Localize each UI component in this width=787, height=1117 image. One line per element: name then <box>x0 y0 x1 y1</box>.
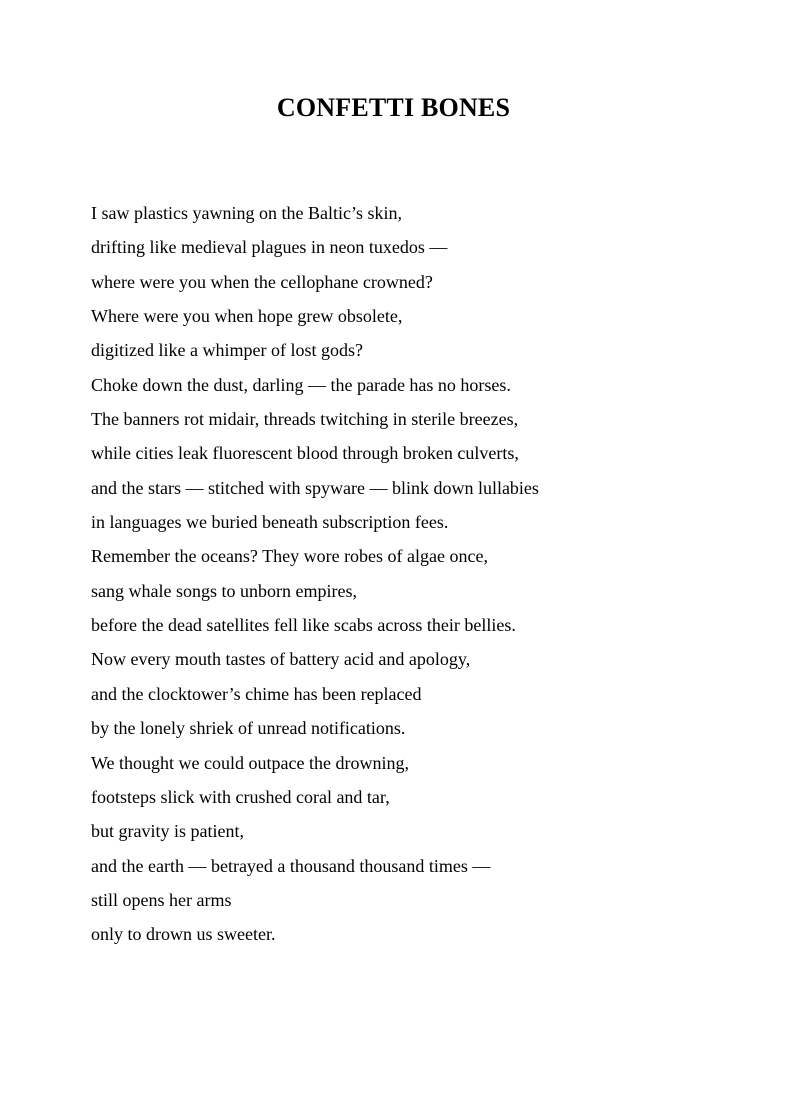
poem-line: footsteps slick with crushed coral and tar, <box>91 786 390 807</box>
poem-line: The banners rot midair, threads twitching in sterile breezes, <box>91 409 519 430</box>
poem-line: Choke down the dust, darling — the parade has no horses. <box>91 374 511 395</box>
poem-line: still opens her arms <box>91 889 232 910</box>
poem-line: Where were you when hope grew obsolete, <box>91 306 403 327</box>
poem-line: but gravity is patient, <box>91 821 244 842</box>
poem-line: only to drown us sweeter. <box>91 924 276 945</box>
poem-line: Remember the oceans? They wore robes of algae once, <box>91 546 488 567</box>
poem-line: digitized like a whimper of lost gods? <box>91 340 363 361</box>
poem-line: sang whale songs to unborn empires, <box>91 580 357 601</box>
poem-line: by the lonely shriek of unread notifications. <box>91 718 406 739</box>
poem-line: and the clocktower’s chime has been replaced <box>91 683 422 704</box>
poem-line: and the stars — stitched with spyware — blink down lullabies <box>91 477 539 498</box>
poem-line: where were you when the cellophane crowned? <box>91 271 433 292</box>
poem-line: before the dead satellites fell like scabs across their bellies. <box>91 615 516 636</box>
poem-line: We thought we could outpace the drowning, <box>91 752 409 773</box>
poem-title: CONFETTI BONES <box>276 93 511 122</box>
poem-line: drifting like medieval plagues in neon tuxedos — <box>91 237 448 258</box>
poem-line: I saw plastics yawning on the Baltic’s skin, <box>91 203 402 223</box>
poem-line: in languages we buried beneath subscription fees. <box>91 512 449 533</box>
poem-body <box>91 196 731 952</box>
poem-line: and the earth — betrayed a thousand thousand times — <box>91 855 491 876</box>
poem-line: while cities leak fluorescent blood through broken culverts, <box>91 443 519 464</box>
poem-line: Now every mouth tastes of battery acid and apology, <box>91 649 471 670</box>
